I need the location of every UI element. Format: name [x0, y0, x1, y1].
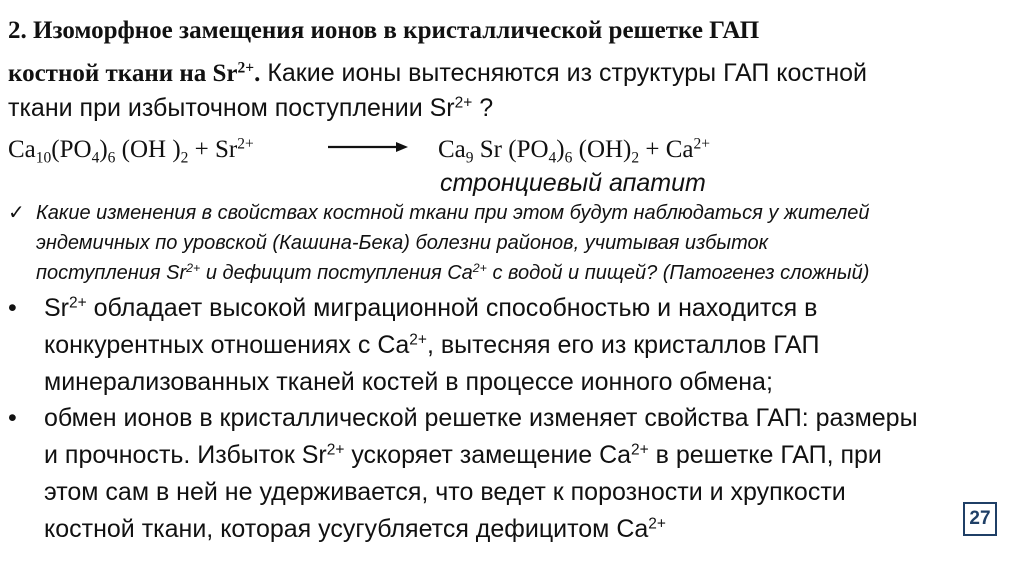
bullet-1-line-3: минерализованных тканей костей в процессе ионного обмена;	[44, 368, 773, 396]
page-number: 27	[963, 502, 997, 536]
question-line-1: 2. Изоморфное замещения ионов в кристаллической решетке ГАП	[8, 17, 760, 44]
equation-left: $Ca_{10}(PO_4)_6$ (OH )$_2 + Sr^{2+}$	[8, 135, 254, 167]
check-line-1: Какие изменения в свойствах костной ткани при этом будут наблюдаться у жителей	[36, 202, 870, 224]
bullet-2-line-2: и прочность. Избыток $Sr^{2+}$ ускоряет замещение $Ca^{2+}$ в решетке ГАП, при	[44, 441, 882, 469]
question-line-3: ткани при избыточном поступлении $Sr^{2+}$ ?	[8, 94, 494, 122]
product-name: стронциевый апатит	[440, 169, 706, 197]
bullet-1-line-1: $Sr^{2+}$ обладает высокой миграционной способностью и находится в	[44, 294, 818, 322]
question-line-2: костной ткани на $Sr^{2+}$. Какие ионы вытесняются из структуры ГАП костной	[8, 59, 868, 87]
bullet-icon: •	[8, 404, 17, 432]
bullet-2-line-4: костной ткани, которая усугубляется дефицитом $Ca^{2+}$	[44, 515, 666, 543]
equation-right: $Ca_9$ Sr $(PO_4)_6$ $(OH)_2 + Ca^{2+}$	[438, 135, 711, 167]
bullet-2-line-3: этом сам в ней не удерживается, что ведет к порозности и хрупкости	[44, 478, 846, 506]
check-line-2: эндемичных по уровской (Кашина-Бека) болезни районов, учитывая избыток	[36, 232, 769, 254]
reaction-arrow-icon	[326, 139, 410, 155]
check-line-3: поступления $Sr^{2+}$ и дефицит поступления $Ca^{2+}$ с водой и пищей? (Патогенез сложный)	[36, 261, 870, 284]
check-icon: ✓	[8, 202, 25, 224]
bullet-icon: •	[8, 294, 17, 322]
bullet-2-line-1: обмен ионов в кристаллической решетке изменяет свойства ГАП: размеры	[44, 404, 918, 432]
bullet-1-line-2: конкурентных отношениях с $Ca^{2+}$, вытесняя его из кристаллов ГАП	[44, 331, 820, 359]
